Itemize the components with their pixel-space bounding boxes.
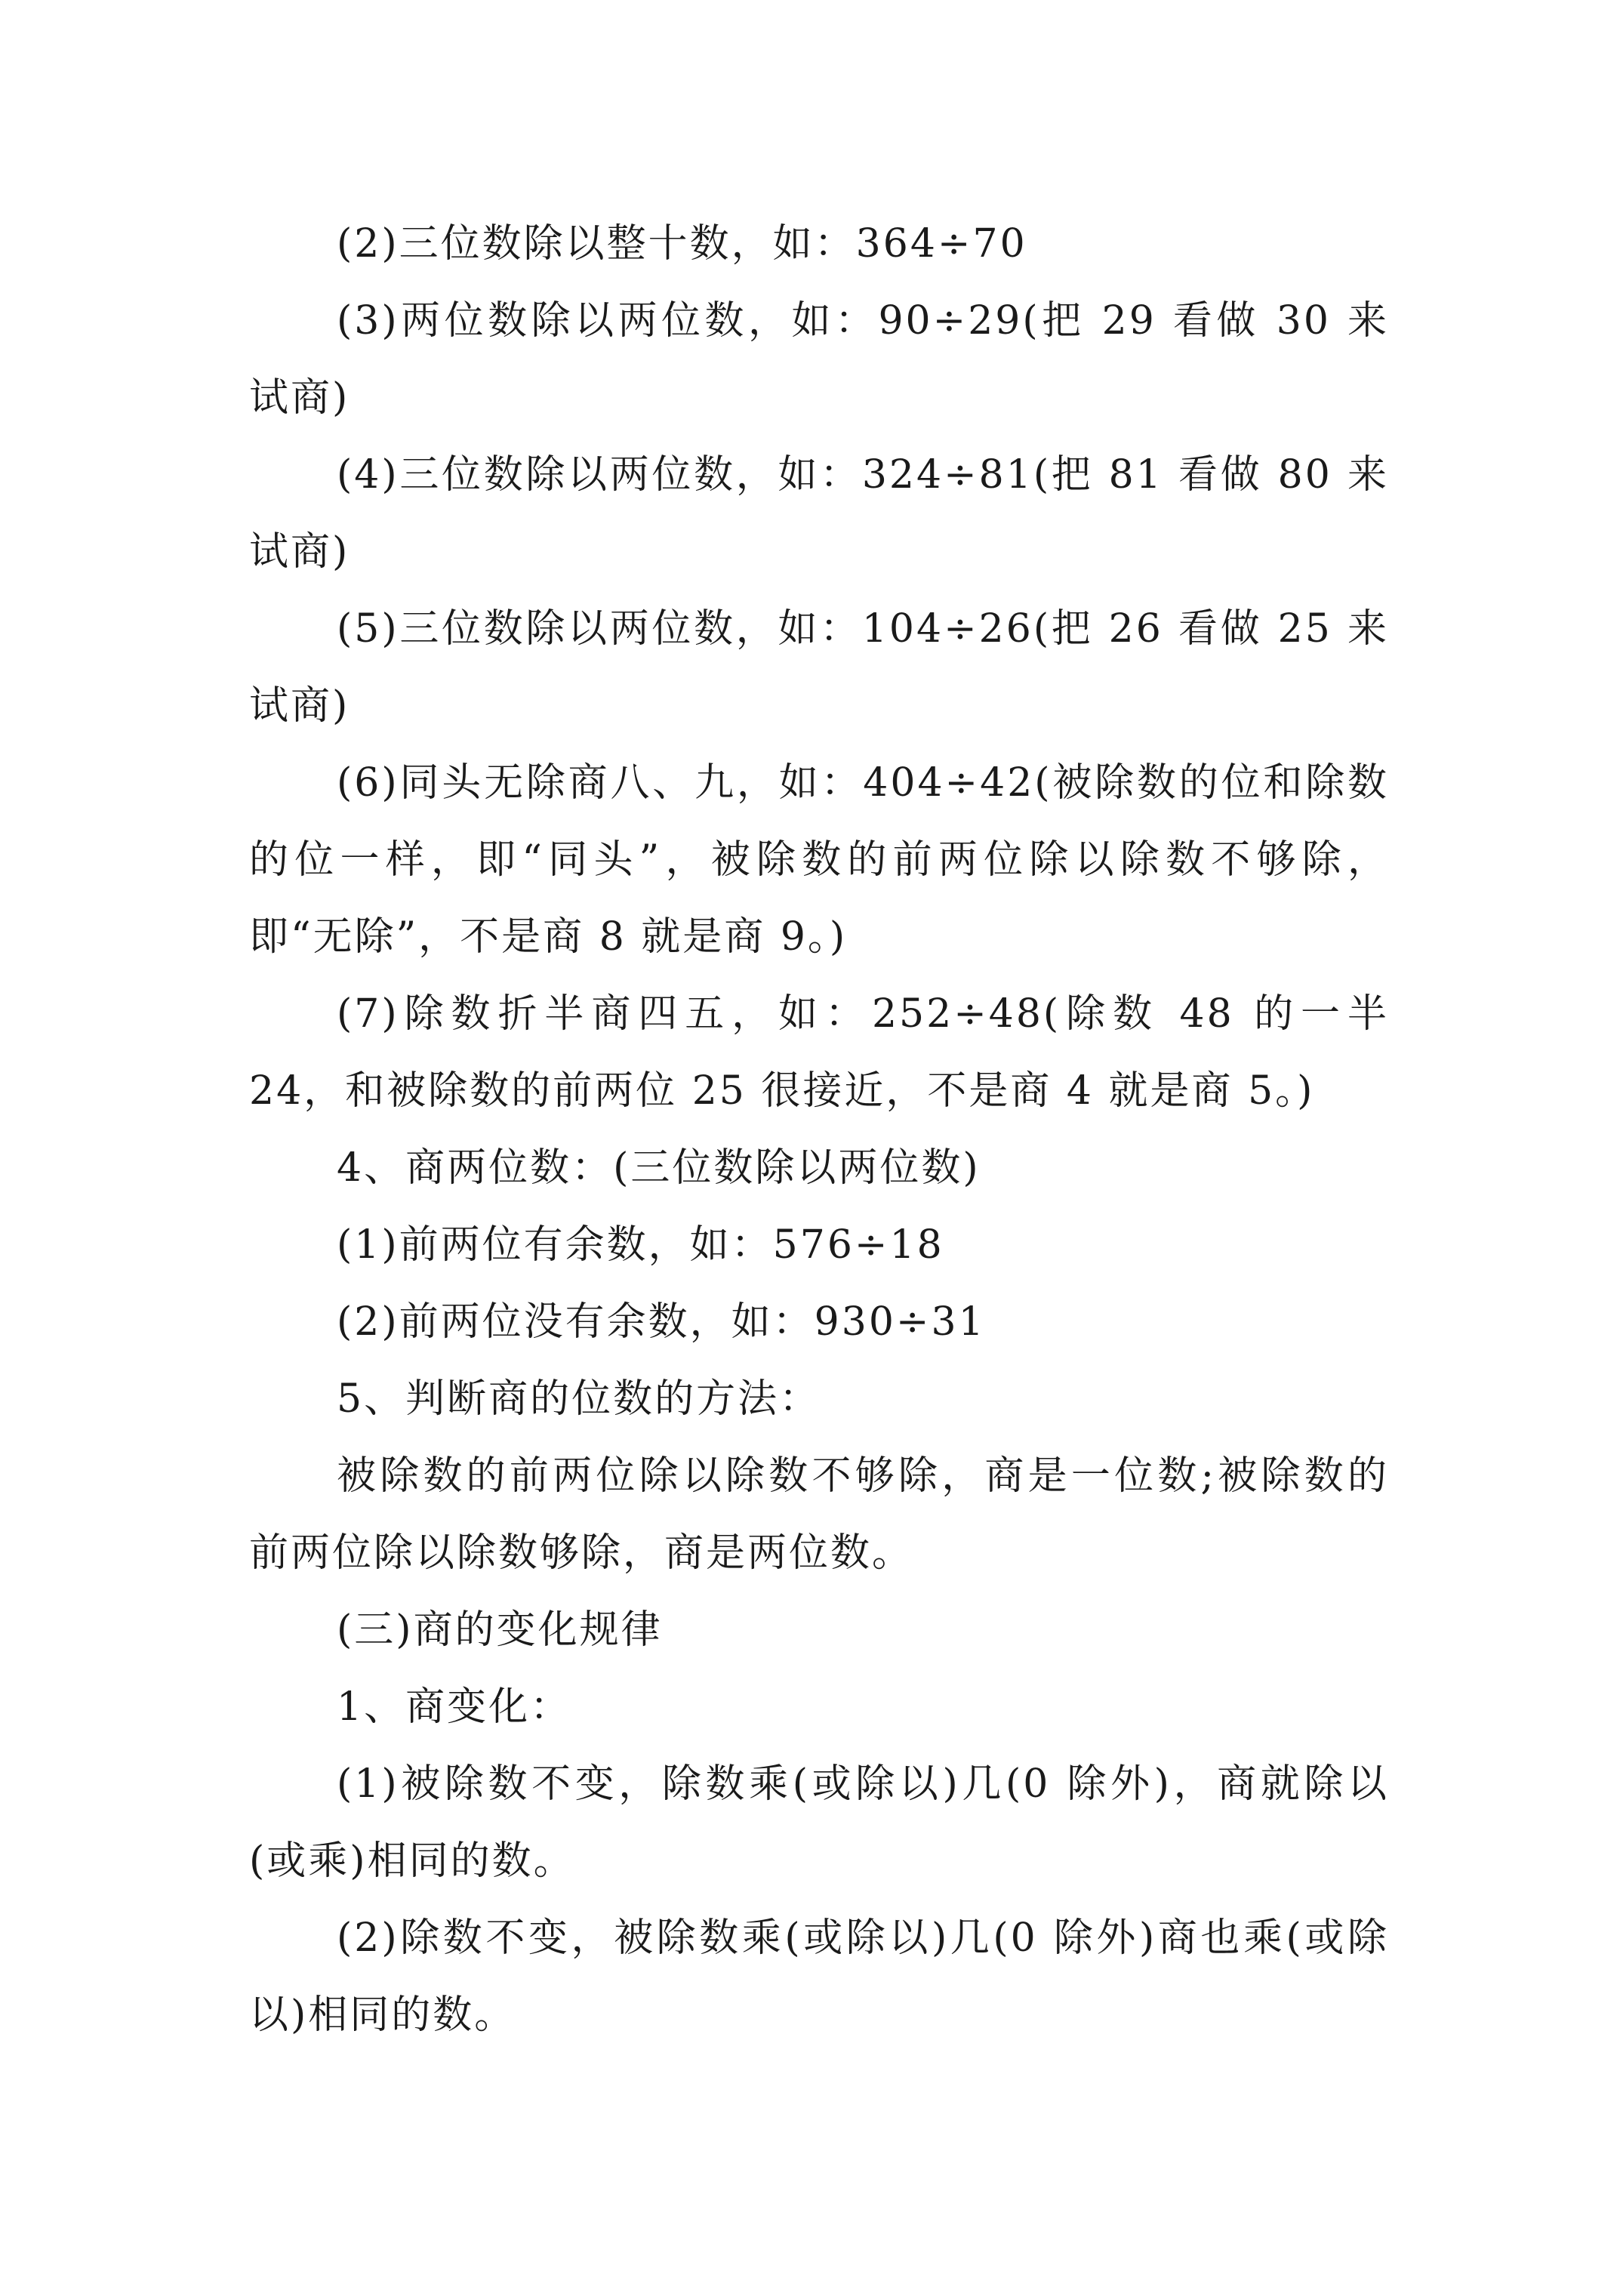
paragraph-with-remainder: (1)前两位有余数，如：576÷18 bbox=[337, 1222, 944, 1268]
document-body bbox=[249, 205, 1389, 2054]
paragraph-half-divisor-rule: (7)除数折半商四五，如：252÷48(除数 48 的一半 24，和被除数的前两位 25 很接近，不是商 4 就是商 5。) bbox=[249, 991, 1389, 1114]
paragraph-quotient-digits-rule: 被除数的前两位除以除数不够除，商是一位数;被除数的前两位除以除数够除，商是两位数。 bbox=[249, 1453, 1389, 1576]
paragraph-three-digit-round-down: (4)三位数除以两位数，如：324÷81(把 81 看做 80 来试商) bbox=[249, 452, 1389, 575]
paragraph-two-digit-by-two-digit: (3)两位数除以两位数，如：90÷29(把 29 看做 30 来试商) bbox=[249, 298, 1389, 421]
paragraph-division-by-tens: (2)三位数除以整十数，如：364÷70 bbox=[337, 221, 1027, 267]
paragraph-same-head-rule: (6)同头无除商八、九，如：404÷42(被除数的位和除数的位一样，即“同头”，被除数的前两位除以除数不够除，即“无除”，不是商 8 就是商 9。) bbox=[249, 760, 1389, 960]
paragraph-dividend-change-rule: (2)除数不变，被除数乘(或除以)几(0 除外)商也乘(或除以)相同的数。 bbox=[249, 1915, 1389, 2038]
paragraph-three-digit-round-up: (5)三位数除以两位数，如：104÷26(把 26 看做 25 来试商) bbox=[249, 606, 1389, 729]
heading-quotient-digits-method: 5、判断商的位数的方法： bbox=[337, 1376, 821, 1422]
paragraph-without-remainder: (2)前两位没有余数，如：930÷31 bbox=[337, 1299, 986, 1345]
heading-quotient-change-law: (三)商的变化规律 bbox=[337, 1607, 663, 1653]
heading-quotient-change: 1、商变化： bbox=[337, 1684, 572, 1730]
paragraph-divisor-change-rule: (1)被除数不变，除数乘(或除以)几(0 除外)，商就除以(或乘)相同的数。 bbox=[249, 1761, 1389, 1884]
heading-two-digit-quotient: 4、商两位数：(三位数除以两位数) bbox=[337, 1145, 981, 1191]
